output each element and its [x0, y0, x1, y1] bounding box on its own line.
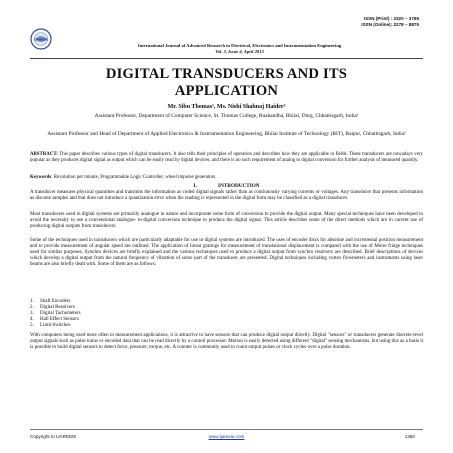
footer-website-link[interactable]: www.ijareeie.com — [208, 434, 245, 439]
issn-online: ISSN (Online): 2278 – 8875 — [361, 22, 419, 27]
authors: Mr. Sibu Thomas¹, Ms. Nishi Shahnaj Haider² — [167, 104, 286, 110]
list-item: 1. Shaft Encoders — [30, 299, 71, 304]
issn-print: ISSN (Print) : 2320 – 3765 — [363, 16, 419, 21]
title-line-1: DIGITAL TRANSDUCERS AND ITS — [105, 66, 348, 82]
abstract-label: ABSTRACT: — [30, 152, 58, 157]
list-item: 4. Hall Effect Sensors — [30, 317, 79, 323]
keywords — [30, 175, 423, 181]
affiliation-2: Assistant Professor and Head of Department of Applied Electronics & Instrumentation Engineering, Bhilai Institute of Technology (BIT), Raipur, Chhattisgarh, India² — [47, 131, 406, 137]
intro-paragraph-3: Some of the techniques used in transducers which are particularly adaptable for use in digital systems are introduced. The uses of encoder discs for absolute and incremental position measurement and to provide measurement of angular speed are outlined. The application of linear gratings for measurement of translational displacement is compared with the use of Moire fringe techniques used for similar purposes. Synchro devices are briefly explained and the various techniques used to produce a digital output from synchro resolvers are described. Brief descriptions of devices which develop a digital output from the natural frequency of vibration of some part of the transducer are presented. Digital techniques including vortex flowmeters and instruments using laser beams are also briefly dealt with. Some of them are as follows: — [30, 238, 423, 268]
page-number: 1350 — [404, 434, 415, 439]
journal-volume: Vol. 2, Issue 4, April 2013 — [215, 48, 264, 54]
intro-paragraph-4: With computers being used more often in measurement applications, it is attractive to have sensors that can produce digital output directly. Digital "sensors" or transducers generate discrete-level output signals such as pulse trains or encoded data that can be read directly by a control processor. Motion is easily detected using different "digital" sensing mechanisms, but using this as a basis it is possible to build digital sensors to detect force, pressure, torque, etc. A counter is commonly used to count output pulses or clock cycles over a pulse duration. — [30, 333, 423, 351]
list-item: 5. Limit Switches — [30, 323, 71, 329]
section-number: I. — [193, 183, 197, 189]
header-divider — [30, 58, 423, 59]
journal-logo — [30, 28, 52, 50]
transducer-list — [30, 299, 81, 329]
svg-text:IJAREEIE: IJAREEIE — [34, 37, 48, 42]
section-title: INTRODUCTION — [218, 183, 260, 189]
intro-paragraph-2: Most transducers used in digital systems are primarily analogue in nature and incorporate some form of conversion to provide the digital output. Many special techniques have been developed to avoid the necessity to use a conventional analogue- to-digital conversion technique to produce the digital signal. This article describes some of the direct methods which are in current use of producing digital outputs from transducers. — [30, 212, 423, 230]
list-item: 2. Digital Resolvers — [30, 305, 75, 311]
title-line-2: APPLICATION — [174, 83, 279, 99]
paper-title — [30, 66, 423, 100]
intro-paragraph-1: A transducer measures physical quantities and transmits the information as coded digital signals rather than as continuously varying currents or voltages. Any transducer that presents information as discrete samples and that does not introduce a quantization error when the reading is represented in the digital form may be classified as a digital transducer. — [30, 190, 423, 202]
section-heading — [30, 183, 423, 189]
footer-copyright: Copyright to IJAREEIE — [30, 434, 77, 439]
journal-name: International Journal of Advanced Research in Electrical, Electronics and Instrumentation Engineering — [137, 43, 342, 48]
keywords-label: Keywords — [30, 175, 52, 180]
issn-block — [361, 16, 419, 28]
abstract-text: This paper describes various types of digital transducers. It also tells their principles of operation and describes how they are applicable in fields. These transducers are nowadays very popular as they produces digital signal as output which can be easily read by digital devices, and there is no such requirement of analog to digital conversion for further analysis of measured quantity. — [30, 152, 423, 163]
journal-header — [56, 43, 423, 54]
abstract — [30, 152, 423, 164]
affiliation-1: Assistant Professor, Department of Computer Science, St. Thomas College, Ruabandha, Bhilai, Durg, Chhattisgarh, India¹ — [94, 113, 359, 119]
footer-divider — [30, 429, 423, 430]
keywords-text: : Revolution per minute, Programmable Logic Controller, wheel impulse generators. — [51, 175, 217, 180]
list-item: 3. Digital Tachometers — [30, 311, 81, 317]
